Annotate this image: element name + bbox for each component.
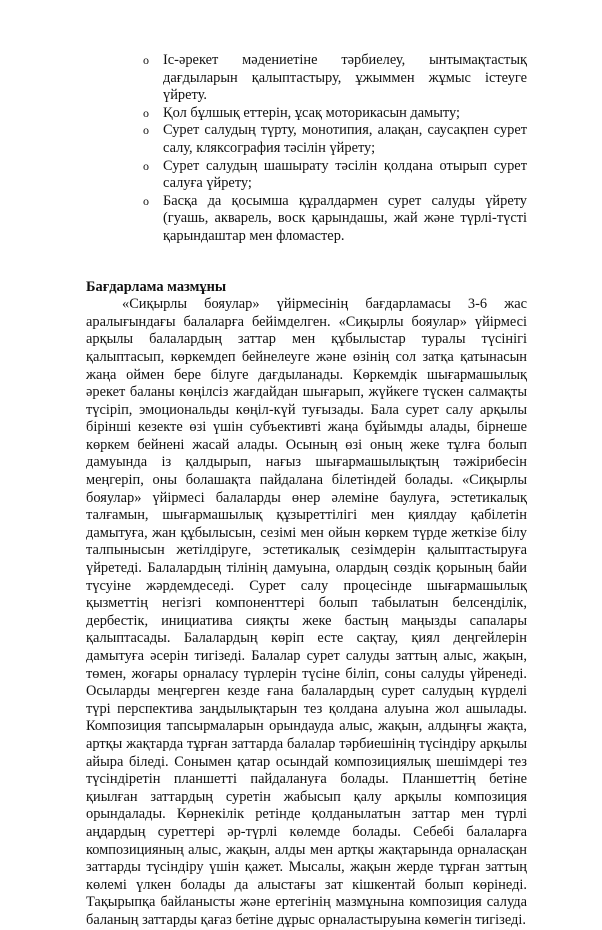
hollow-bullet-icon: o — [143, 158, 149, 173]
list-item-text: Сурет салудың шашырату тәсілін қолдана отырып сурет салуға үйрету; — [163, 157, 527, 192]
objectives-list — [86, 52, 527, 246]
list-item-text: Қол бұлшық еттерін, ұсақ моторикасын дамыту; — [163, 104, 461, 121]
list-item — [86, 158, 527, 193]
page-content — [86, 52, 527, 930]
list-item-text: Сурет салудың түрту, монотипия, алақан, саусақпен сурет салу, кляксография тәсілін үйрету; — [163, 122, 527, 156]
list-item-text: Іс-әрекет мәдениетіне тәрбиелеу, ынтымақтастық дағдыларын қалыптастыру, ұжыммен жұмыс істеуге үйрету. — [163, 52, 527, 104]
hollow-bullet-icon: o — [143, 193, 149, 208]
hollow-bullet-icon: o — [143, 53, 149, 67]
list-item — [86, 193, 527, 246]
section-heading: Бағдарлама мазмұны — [86, 278, 227, 295]
list-item — [86, 122, 527, 157]
hollow-bullet-icon: o — [143, 123, 149, 138]
list-item-text: Басқа да қосымша құралдармен сурет салуды үйрету (гуашь, акварель, воск қарындашы, жай және түрлі-түсті қарындаштар мен фломастер. — [163, 192, 527, 244]
hollow-bullet-icon: o — [143, 105, 149, 120]
list-item — [86, 52, 527, 105]
list-item — [86, 105, 527, 123]
section-paragraph: «Сиқырлы бояулар» үйірмесінің бағдарламасы 3-6 жас аралығындағы балаларға бейімделген. «Сиқырлы бояулар» үйірмесі арқылы балалардың заттар мен құбылыстар туралы түсінігі қалыптасып, көркемдеп бейнелеуге және өзінің сол затқа қатынасын жаңа оймен бере білуге дағдыланады. Көркемдік шығармашылық әрекет баланы көңілсіз жағдайдан шығарып, жүйкеге түскен салмақты түсіріп, эмоциональды көңіл-күй туғызады. Бала сурет салу арқылы бірінші кезекте өзі үшін субъективті жаңа бұйымды алады, бірнеше көркем бейнені жасай алады. Осының өзі оның жеке тұлға болып дамуында із қалдырып, нағыз шығармашылықтың тәжірибесін меңгеріп, оны болашақта пайдалана білетіндей болады. «Сиқырлы бояулар» үйірмесі балаларды өнер әлеміне баулуға, эстетикалық талғамын, шығармашылық құзыреттілігі мен қиялдау қабілетін дамытуға, жан құбылысын, сезімі мен ойын көркем түрде жеткізе білу талпынысын жетілдіруге, эстетикалық сезімдерін қалыптастыруға үйретеді. Балалардың тілінің дамуына, олардың сөздік қорының байи түсуіне жәрдемдеседі. Сурет салу процесінде шығармашылық қызметтің негізгі компоненттері болып табылатын белсенділік, дербестік, инициатива сияқты жеке бастың маңызды сапалары қалыптасады. Балалардың көріп есте сақтау, қиял деңгейлерін дамытуға әсерін тигізеді. Балалар сурет салуды заттың алыс, жақын, төмен, жоғары орналасу түрлерін түсіне біліп, соны салуды үйренеді. Осыларды меңгерген кезде ғана балалардың сурет салудың күрделі түрі перспектива заңдылықтарын тез қолдана алуына жол ашылады. Композиция тапсырмаларын орындауда алыс, жақын, алдыңғы жақта, артқы жақтарда тұрған заттарда балалар тәрбиешінің түсіндіру арқылы айыра біледі. Сонымен қатар осындай композициялық шешімдері тез түсіндіретін планшетті пайдалануға болады. Планшеттің бетіне қиылған заттардың суретін жабысып қалу арқылы композиция орындалады. Көрнекілік ретінде қолданылатын заттар мен түрлі аңдардың суреттері әр-түрлі көлемде болады. Себебі балаларға композицияның алыс, жақын, алды мен артқы жақтарында орналасқан заттарды түсіндіру үшін қажет. Мысалы, жақын жерде тұрған заттың көлемі үлкен болады да алыстағы зат кішкентай болып көрінеді. Тақырыпқа байланысты және ертегінің мазмұнына композиция салуда баланың заттарды қағаз бетіне дұрыс орналастыруына көмегін тигізеді. — [86, 296, 527, 928]
